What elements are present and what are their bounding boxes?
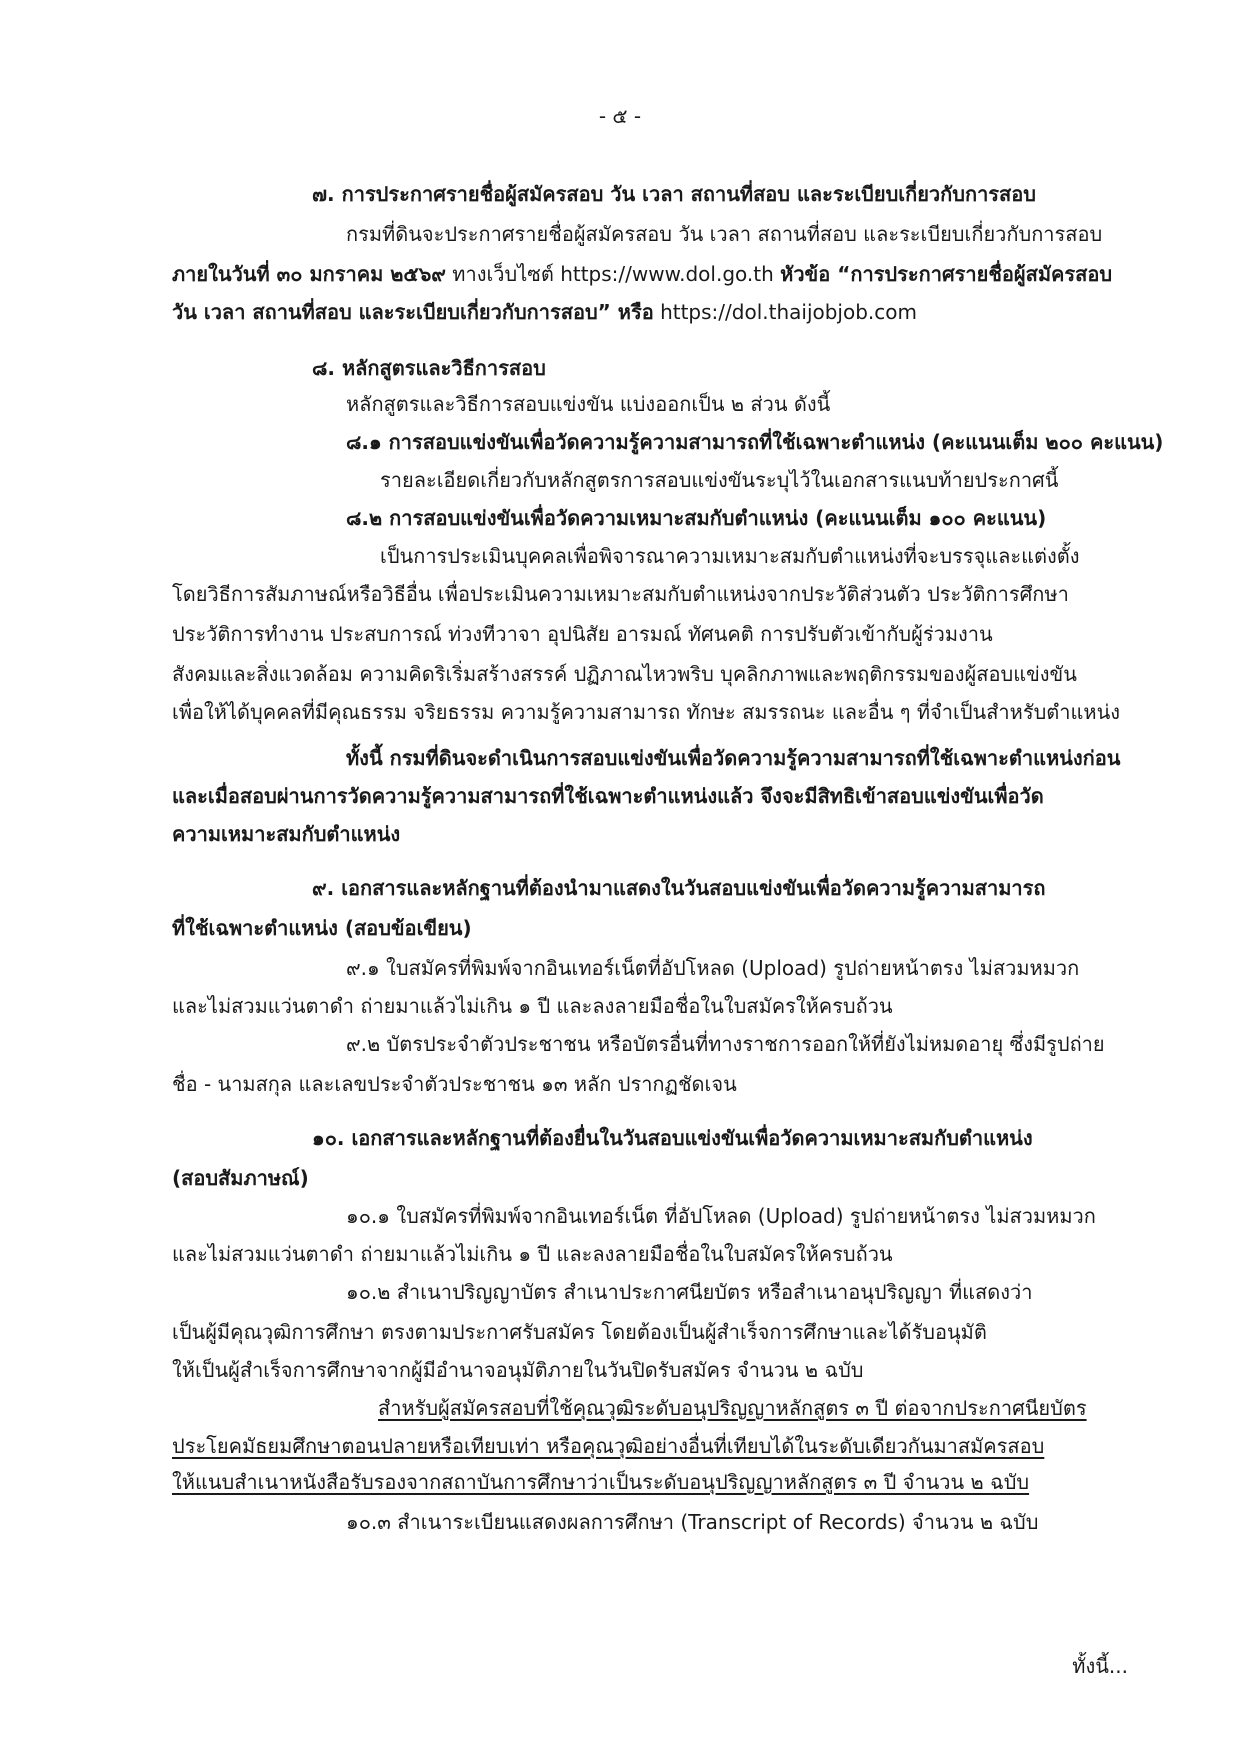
section-10-1-line-2: และไม่สวมแว่นตาดำ ถ่ายมาแล้วไม่เกิน ๑ ปี และลงลายมือชื่อในใบสมัครให้ครบถ้วน: [172, 1242, 893, 1266]
topic-text-cont: วัน เวลา สถานที่สอบ และระเบียบเกี่ยวกับการสอบ” หรือ: [172, 300, 654, 324]
section-9-heading-line-1: ๙. เอกสารและหลักฐานที่ต้องนำมาแสดงในวันสอบแข่งขันเพื่อวัดความรู้ความสามารถ: [312, 876, 1046, 900]
section-10-heading-line-1: ๑๐. เอกสารและหลักฐานที่ต้องยื่นในวันสอบแข่งขันเพื่อวัดความเหมาะสมกับตำแหน่ง: [312, 1126, 1033, 1150]
section-10-3-text: ๑๐.๓ สำเนาระเบียนแสดงผลการศึกษา (Transcript of Records) จำนวน ๒ ฉบับ: [346, 1510, 1039, 1534]
section-8-note-line-3: ความเหมาะสมกับตำแหน่ง: [172, 822, 401, 846]
website-text: ทางเว็บไซต์ https://www.dol.go.th: [445, 262, 781, 286]
alt-website: https://dol.thaijobjob.com: [653, 300, 917, 324]
section-7-line-1: กรมที่ดินจะประกาศรายชื่อผู้สมัครสอบ วัน เวลา สถานที่สอบ และระเบียบเกี่ยวกับการสอบ: [346, 222, 1103, 246]
section-10-2-line-1: ๑๐.๒ สำเนาปริญญาบัตร สำเนาประกาศนียบัตร หรือสำเนาอนุปริญญา ที่แสดงว่า: [346, 1280, 1033, 1304]
section-8-2-line-5: เพื่อให้ได้บุคคลที่มีคุณธรรม จริยธรรม ความรู้ความสามารถ ทักษะ สมรรถนะ และอื่น ๆ ที่จำเป็นสำหรับตำแหน่ง: [172, 700, 1121, 724]
section-10-heading-line-2: (สอบสัมภาษณ์): [172, 1166, 309, 1190]
section-9-heading-line-2: ที่ใช้เฉพาะตำแหน่ง (สอบข้อเขียน): [172, 916, 472, 940]
section-9-2-line-1: ๙.๒ บัตรประจำตัวประชาชน หรือบัตรอื่นที่ทางราชการออกให้ที่ยังไม่หมดอายุ ซึ่งมีรูปถ่าย: [346, 1032, 1105, 1056]
announcement-date: ภายในวันที่ ๓๐ มกราคม ๒๕๖๙: [172, 262, 446, 286]
section-7-line-3: [172, 298, 917, 326]
page-number: - ๕ -: [598, 104, 642, 128]
section-9-1-line-1: ๙.๑ ใบสมัครที่พิมพ์จากอินเทอร์เน็ตที่อัปโหลด (Upload) รูปถ่ายหน้าตรง ไม่สวมหมวก: [346, 956, 1080, 980]
section-10-1-line-1: ๑๐.๑ ใบสมัครที่พิมพ์จากอินเทอร์เน็ต ที่อัปโหลด (Upload) รูปถ่ายหน้าตรง ไม่สวมหมวก: [346, 1204, 1096, 1228]
section-10-2-line-2: เป็นผู้มีคุณวุฒิการศึกษา ตรงตามประกาศรับสมัคร โดยต้องเป็นผู้สำเร็จการศึกษาและได้รับอนุมัติ: [172, 1320, 987, 1344]
underlined-note-line-2: ประโยคมัธยมศึกษาตอนปลายหรือเทียบเท่า หรือคุณวุฒิอย่างอื่นที่เทียบได้ในระดับเดียวกันมาสมัครสอบ: [172, 1434, 1045, 1458]
continuation-marker: ทั้งนี้...: [1072, 1654, 1128, 1678]
section-8-2-line-2: โดยวิธีการสัมภาษณ์หรือวิธีอื่น เพื่อประเมินความเหมาะสมกับตำแหน่งจากประวัติส่วนตัว ประวัติการศึกษา: [172, 582, 1069, 606]
section-8-2-heading: ๘.๒ การสอบแข่งขันเพื่อวัดความเหมาะสมกับตำแหน่ง (คะแนนเต็ม ๑๐๐ คะแนน): [346, 506, 1047, 530]
section-8-note-line-2: และเมื่อสอบผ่านการวัดความรู้ความสามารถที่ใช้เฉพาะตำแหน่งแล้ว จึงจะมีสิทธิเข้าสอบแข่งขันเพื่อวัด: [172, 784, 1044, 808]
section-9-2-line-2: ชื่อ - นามสกุล และเลขประจำตัวประชาชน ๑๓ หลัก ปรากฏชัดเจน: [172, 1072, 737, 1096]
section-9-1-line-2: และไม่สวมแว่นตาดำ ถ่ายมาแล้วไม่เกิน ๑ ปี และลงลายมือชื่อในใบสมัครให้ครบถ้วน: [172, 994, 893, 1018]
section-10-2-line-3: ให้เป็นผู้สำเร็จการศึกษาจากผู้มีอำนาจอนุมัติภายในวันปิดรับสมัคร จำนวน ๒ ฉบับ: [172, 1358, 864, 1382]
section-7-heading: ๗. การประกาศรายชื่อผู้สมัครสอบ วัน เวลา สถานที่สอบ และระเบียบเกี่ยวกับการสอบ: [312, 182, 1036, 206]
section-8-1-heading: ๘.๑ การสอบแข่งขันเพื่อวัดความรู้ความสามารถที่ใช้เฉพาะตำแหน่ง (คะแนนเต็ม ๒๐๐ คะแนน): [346, 430, 1164, 454]
underlined-note-line-1: สำหรับผู้สมัครสอบที่ใช้คุณวุฒิระดับอนุปริญญาหลักสูตร ๓ ปี ต่อจากประกาศนียบัตร: [378, 1396, 1087, 1420]
section-8-note-line-1: ทั้งนี้ กรมที่ดินจะดำเนินการสอบแข่งขันเพื่อวัดความรู้ความสามารถที่ใช้เฉพาะตำแหน่งก่อน: [346, 746, 1121, 770]
underlined-note-line-3: ให้แนบสำเนาหนังสือรับรองจากสถาบันการศึกษาว่าเป็นระดับอนุปริญญาหลักสูตร ๓ ปี จำนวน ๒ ฉบับ: [172, 1470, 1030, 1494]
topic-text: หัวข้อ “การประกาศรายชื่อผู้สมัครสอบ: [780, 262, 1113, 286]
section-8-2-line-3: ประวัติการทำงาน ประสบการณ์ ท่วงทีวาจา อุปนิสัย อารมณ์ ทัศนคติ การปรับตัวเข้ากับผู้ร่วมงาน: [172, 622, 993, 646]
section-8-heading: ๘. หลักสูตรและวิธีการสอบ: [312, 356, 546, 380]
section-8-2-line-4: สังคมและสิ่งแวดล้อม ความคิดริเริ่มสร้างสรรค์ ปฏิภาณไหวพริบ บุคลิกภาพและพฤติกรรมของผู้สอบแข่งขัน: [172, 662, 1077, 686]
section-8-2-line-1: เป็นการประเมินบุคคลเพื่อพิจารณาความเหมาะสมกับตำแหน่งที่จะบรรจุและแต่งตั้ง: [380, 544, 1080, 568]
section-8-intro: หลักสูตรและวิธีการสอบแข่งขัน แบ่งออกเป็น ๒ ส่วน ดังนี้: [346, 392, 831, 416]
section-7-line-2: [172, 260, 1112, 288]
section-8-1-text: รายละเอียดเกี่ยวกับหลักสูตรการสอบแข่งขันระบุไว้ในเอกสารแนบท้ายประกาศนี้: [380, 468, 1059, 492]
